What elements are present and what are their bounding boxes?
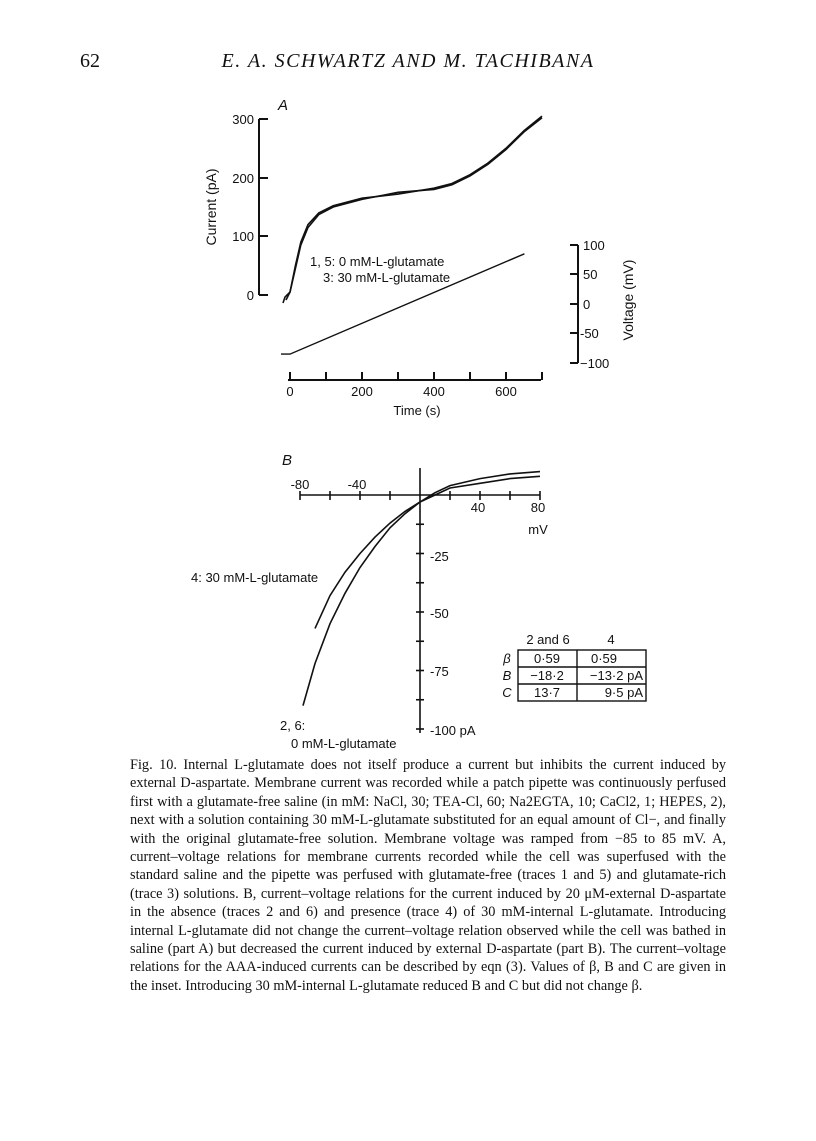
inset-value: 0·59 <box>533 651 561 666</box>
b-y-tick-label: -50 <box>430 606 449 621</box>
a-right-axis-title: Voltage (mV) <box>620 259 636 341</box>
inset-col-header: 2 and 6 <box>526 632 570 647</box>
b-inset-table <box>502 632 646 701</box>
b-x-tick-label: -80 <box>290 477 310 492</box>
a-left-tick-label: 300 <box>232 112 254 127</box>
a-time-tick-label: 200 <box>351 384 373 399</box>
b-x-tick-label: -40 <box>347 477 367 492</box>
a-right-tick-label: 100 <box>583 238 605 253</box>
inset-col-header: 4 <box>607 632 615 647</box>
inset-value: −13·2 pA <box>589 668 643 683</box>
a-right-tick-label: 0 <box>583 297 591 312</box>
b-x-tick-label: 80 <box>530 500 546 515</box>
b-x-axis-title: mV <box>528 522 548 537</box>
b-trace-label-2-6-line2: 0 mM-L-glutamate <box>291 736 397 751</box>
b-y-tick-label: -25 <box>430 549 449 564</box>
a-time-tick-label: 0 <box>286 384 294 399</box>
caption-text: Fig. 10. Internal L-glutamate does not itself produce a current but inhibits the current induced by external D-aspartate. Membrane current was recorded while a patch pipette was continuously perfused first with a glutamate-free saline (in mM: NaCl, 30; TEA-Cl, 60; Na2EGTA, 10; CaCl2, 1; HEPES, 2), next with a solution containing 30 mM-L-glutamate substituted for an equal amount of Cl−, and finally with the original glutamate-free solution. Membrane voltage was ramped from −85 to 85 mV. A, current–voltage relations for membrane currents recorded while the cell was superfused with the standard saline and the pipette was perfused with glutamate-free (traces 1 and 5) and glutamate-rich (trace 3) solutions. B, current–voltage relations for the current induced by 20 μM-external D-aspartate in the absence (traces 2 and 6) and presence (trace 4) of 30 mM-internal L-glutamate. Introducing internal L-glutamate did not change the current–voltage relation observed while the cell was bathed in saline (part A) but decreased the current induced by external D-aspartate (part B). The current–voltage relations for the AAA-induced currents can be described by eqn (3). Values of β, B and C are given in the inset. Introducing 30 mM-internal L-glutamate reduced B and C but did not change β. <box>130 757 726 994</box>
a-right-tick-label: -50 <box>580 326 599 341</box>
a-right-tick-label: −100 <box>580 356 610 371</box>
a-trace-label-3: 3: 30 mM-L-glutamate <box>323 270 451 285</box>
b-trace-label-2-6: 2, 6: <box>280 718 306 733</box>
a-right-tick-label: 50 <box>583 267 598 282</box>
a-left-tick-label: 0 <box>246 288 254 303</box>
a-time-tick-label: 600 <box>495 384 517 399</box>
b-x-tick-label: 40 <box>470 500 486 515</box>
inset-value: 9·5 pA <box>604 685 643 700</box>
page-number: 62 <box>80 50 100 72</box>
a-trace-label-1-5: 1, 5: 0 mM-L-glutamate <box>310 254 445 269</box>
b-y-tick-label: -75 <box>430 664 449 679</box>
a-time-axis-title: Time (s) <box>393 403 441 418</box>
inset-param: B <box>502 668 512 683</box>
a-time-ticks <box>290 372 542 380</box>
panel-b-label: B <box>282 452 293 469</box>
inset-value: −18·2 <box>530 668 564 683</box>
panel-a-label: A <box>278 97 289 114</box>
a-time-tick-label: 400 <box>423 384 445 399</box>
b-y-tick-label: -100 pA <box>430 723 476 738</box>
inset-param: β <box>503 651 511 666</box>
figure-caption <box>130 756 726 995</box>
a-left-axis-title: Current (pA) <box>203 168 219 246</box>
b-trace-30mm <box>315 476 540 628</box>
inset-param: C <box>502 685 512 700</box>
a-left-tick-label: 200 <box>232 171 254 186</box>
b-trace-label-4: 4: 30 mM-L-glutamate <box>191 570 319 585</box>
running-head: E. A. SCHWARTZ AND M. TACHIBANA <box>221 50 595 72</box>
a-left-tick-label: 100 <box>232 229 254 244</box>
inset-value: 13·7 <box>533 685 561 700</box>
inset-value: 0·59 <box>590 651 618 666</box>
